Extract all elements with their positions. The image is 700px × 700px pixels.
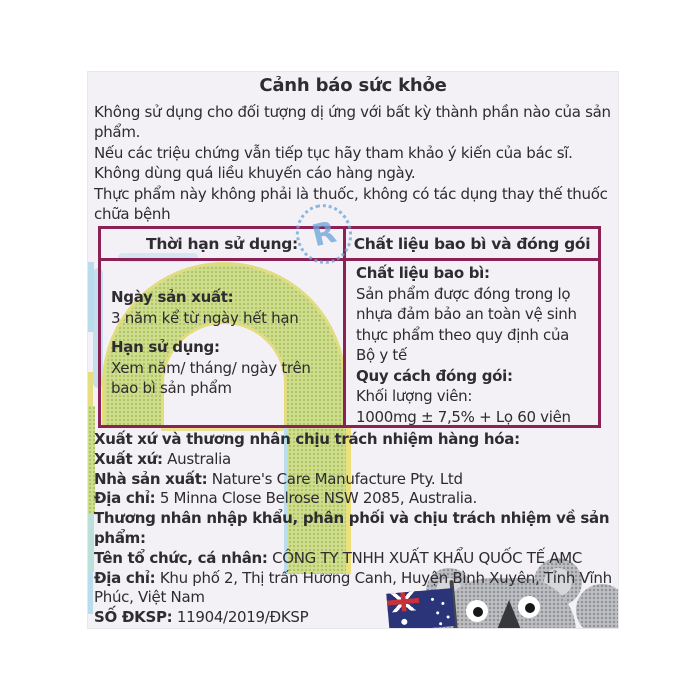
origin-section — [94, 430, 614, 628]
origin-country-value: Australia — [162, 449, 231, 468]
shelf-life-cell — [101, 261, 346, 425]
origin-heading-label: Xuất xứ và thương nhân chịu trách nhiệm hàng hóa: — [94, 430, 520, 448]
packaging-cell — [346, 261, 598, 425]
material-label: Chất liệu bao bì: — [356, 264, 490, 282]
mfg-date-value: 3 năm kể từ ngày hết hạn — [111, 308, 299, 327]
origin-country — [94, 450, 614, 470]
table-body-row — [101, 261, 598, 425]
importer-name — [94, 549, 614, 569]
manufacturer — [94, 470, 614, 490]
edge-sliver — [88, 372, 93, 406]
manufacturer-label: Nhà sản xuất: — [94, 469, 208, 488]
r-stamp-icon: R — [290, 198, 359, 270]
manufacturer-value: Nature's Care Manufacture Pty. Ltd — [207, 469, 463, 488]
registration-number-value: 11904/2019/ĐKSP — [172, 608, 309, 627]
product-warning-label — [88, 72, 618, 628]
importer-heading — [94, 509, 614, 549]
expiry-value: Xem năm/ tháng/ ngày trên bao bì sản phẩm — [111, 358, 311, 397]
importer-address-label: Địa chỉ: — [94, 568, 156, 587]
expiry-label: Hạn sử dụng: — [111, 338, 220, 356]
edge-sliver — [88, 262, 94, 332]
origin-country-label: Xuất xứ: — [94, 449, 163, 468]
registration-number-label: SỐ ĐKSP: — [94, 608, 173, 627]
warning-line: Không sử dụng cho đối tượng dị ứng với bất kỳ thành phần nào của sản phẩm. — [94, 103, 611, 142]
weight-value: 1000mg ± 7,5% + Lọ 60 viên — [356, 407, 571, 426]
shelf-life-packaging-table — [98, 226, 601, 428]
packing-label: Quy cách đóng gói: — [356, 366, 513, 385]
manufacturer-address-label: Địa chỉ: — [94, 489, 156, 508]
mfg-date-label: Ngày sản xuất: — [111, 288, 234, 306]
importer-address — [94, 569, 614, 609]
manufacturer-address — [94, 489, 614, 509]
table-header-packaging: Chất liệu bao bì và đóng gói — [353, 234, 591, 253]
importer-name-value: CÔNG TY TNHH XUẤT KHẨU QUỐC TẾ AMC — [267, 548, 583, 567]
material-value: Sản phẩm được đóng trong lọ nhựa đảm bảo an toàn vệ sinh thực phẩm theo quy định của Bộ y tế — [356, 284, 577, 364]
importer-heading-label: Thương nhân nhập khẩu, phân phối và chịu trách nhiệm về sản phẩm: — [94, 509, 610, 547]
manufacturer-address-value: 5 Minna Close Belrose NSW 2085, Australia. — [155, 489, 477, 508]
page-title: Cảnh báo sức khỏe — [259, 75, 447, 96]
importer-name-label: Tên tổ chức, cá nhân: — [94, 548, 268, 567]
warning-paragraphs — [94, 102, 614, 224]
warning-line: Nếu các triệu chứng vẫn tiếp tục hãy tham khảo ý kiến của bác sĩ. — [94, 143, 573, 162]
weight-label: Khối lượng viên: — [356, 387, 473, 405]
importer-address-value: Khu phố 2, Thị trấn Hương Canh, Huyện Bình Xuyên, Tỉnh Vĩnh Phúc, Việt Nam — [94, 568, 612, 607]
table-header-shelf-life: Thời hạn sử dụng: — [101, 229, 346, 258]
warning-line: Không dùng quá liều khuyến cáo hàng ngày. — [94, 164, 416, 183]
warning-line: Thực phẩm này không phải là thuốc, không có tác dụng thay thế thuốc chữa bệnh — [94, 184, 608, 224]
registration-number — [94, 608, 614, 628]
edge-sliver — [88, 572, 93, 614]
origin-heading — [94, 430, 614, 450]
